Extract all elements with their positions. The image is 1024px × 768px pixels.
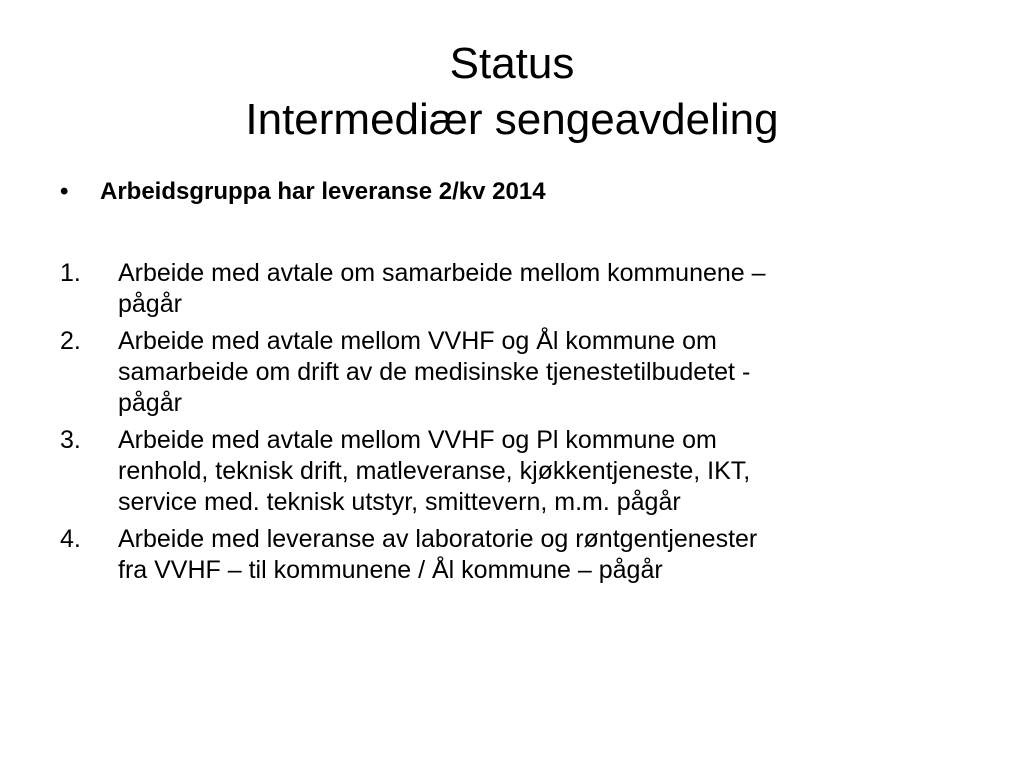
- list-line: Arbeide med leveranse av laboratorie og røntgentjenester: [118, 525, 758, 553]
- list-item-2: [58, 326, 958, 419]
- bullet-item: [58, 176, 958, 208]
- list-number: 3.: [60, 426, 81, 454]
- bullet-marker: •: [60, 178, 69, 205]
- list-line: Arbeide med avtale mellom VVHF og Pl kommune om: [118, 426, 717, 454]
- list-number: 4.: [60, 525, 81, 553]
- list-line: pågår: [118, 389, 182, 417]
- list-line: Arbeide med avtale om samarbeide mellom kommunene –: [118, 259, 766, 287]
- numbered-list: [58, 258, 958, 586]
- list-line: service med. teknisk utstyr, smittevern, m.m. pågår: [118, 488, 681, 516]
- slide-body: [58, 176, 958, 592]
- list-line: renhold, teknisk drift, matleveranse, kjøkkentjeneste, IKT,: [118, 457, 751, 485]
- list-number: 2.: [60, 327, 81, 355]
- list-line: pågår: [118, 290, 182, 318]
- list-item-1: [58, 258, 958, 320]
- title-line-1: Status: [449, 39, 575, 88]
- list-number: 1.: [60, 259, 81, 287]
- list-line: fra VVHF – til kommunene / Ål kommune – pågår: [118, 556, 663, 584]
- list-item-3: [58, 425, 958, 518]
- slide-title: [60, 36, 964, 148]
- title-line-2: Intermediær sengeavdeling: [245, 95, 779, 144]
- list-line: samarbeide om drift av de medisinske tjenestetilbudetet -: [118, 358, 751, 386]
- bullet-text: Arbeidsgruppa har leveranse 2/kv 2014: [100, 178, 546, 205]
- list-line: Arbeide med avtale mellom VVHF og Ål kommune om: [118, 327, 717, 355]
- list-item-4: [58, 524, 958, 586]
